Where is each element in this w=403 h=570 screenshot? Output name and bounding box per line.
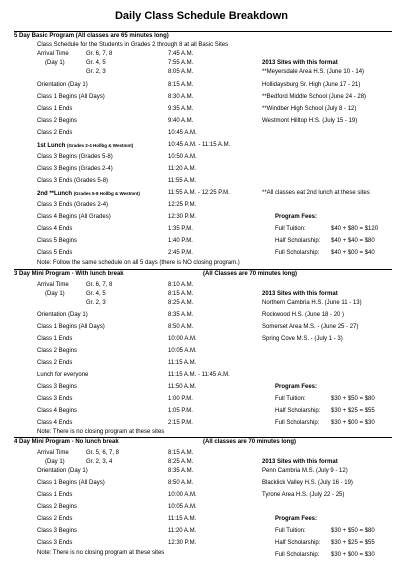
schedule-row-time: 10:50 A.M. — [168, 154, 197, 160]
sites-title: 2013 Sites with this format — [262, 459, 338, 465]
schedule-row-time: 8:35 A.M. — [168, 468, 194, 474]
sites-title: 2013 Sites with this format — [262, 60, 338, 66]
schedule-row-time: 1:35 P.M. — [168, 226, 193, 232]
fee-label: Full Tuition: — [275, 396, 306, 402]
schedule-row-time: 11:20 A.M. — [168, 166, 197, 172]
fee-value: $30 + $25 = $55 — [331, 408, 375, 414]
first-lunch-time: 10:45 A.M. - 11:15 A.M. — [168, 142, 231, 148]
schedule-row-time: 8:35 A.M. — [168, 312, 194, 318]
schedule-row-label: Class 4 Begins — [37, 408, 78, 414]
arrival-grade: Gr. 6, 7, 8 — [86, 51, 113, 57]
arrival-time: 8:15 A.M. — [168, 291, 194, 297]
schedule-row-time: 12:25 P.M. — [168, 202, 197, 208]
schedule-note: Note: There is no closing program at these sites — [37, 429, 165, 435]
fee-value: $30 + $50 = $80 — [331, 528, 375, 534]
schedule-row-label: Orientation (Day 1) — [37, 312, 88, 318]
schedule-row-time: 1:40 P.M. — [168, 238, 193, 244]
fee-label: Half Scholarship: — [275, 408, 321, 414]
site-item: **Meyersdale Area H.S. (June 10 - 14) — [262, 69, 365, 75]
arrival-grade: Gr. 4, 5 — [86, 291, 106, 297]
schedule-row-label: Class 1 Ends — [37, 492, 73, 498]
schedule-row-label: Class 3 Ends — [37, 540, 73, 546]
site-item: Rockwood H.S. (June 18 - 20 ) — [262, 312, 345, 318]
fees-title: Program Fees: — [275, 214, 318, 220]
schedule-row-time: 8:50 A.M. — [168, 480, 194, 486]
second-lunch-time: 11:55 A.M. - 12:25 P.M. — [168, 190, 230, 196]
site-item: Somerset Area M.S. - (June 25 - 27) — [262, 324, 359, 330]
arrival-time: 7:45 A.M. — [168, 51, 194, 57]
arrival-time: 8:10 A.M. — [168, 282, 194, 288]
schedule-row-label: Class 4 Begins (All Grades) — [37, 214, 111, 220]
arrival-grade: Gr. 2, 3 — [86, 69, 106, 75]
site-item: Hollidaysburg Sr. High (June 17 - 21) — [262, 82, 361, 88]
fee-value: $40 + $40 = $80 — [331, 238, 375, 244]
arrival-grade: Gr. 5, 6, 7, 8 — [86, 450, 120, 456]
site-item: Westmont Hilltop H.S. (July 15 - 19) — [262, 118, 358, 124]
schedule-row-time: 10:00 A.M. — [168, 492, 197, 498]
site-item: Northern Cambria H.S. (June 11 - 13) — [262, 300, 362, 306]
schedule-row-time: 11:15 A.M. — [168, 360, 197, 366]
section-header-right: (All Classes are 70 minutes long) — [203, 271, 298, 277]
schedule-row-label: Class 1 Begins (All Days) — [37, 480, 105, 486]
sites-title: 2013 Sites with this format — [262, 291, 338, 297]
arrival-grade: Gr. 4, 5 — [86, 60, 106, 66]
fee-label: Full Scholarship: — [275, 250, 320, 256]
second-lunch-word: **Lunch — [47, 191, 73, 197]
arrival-time: 8:25 A.M. — [168, 300, 194, 306]
schedule-row-label: Class 2 Begins — [37, 504, 78, 510]
section-divider — [14, 437, 392, 438]
arrival-label: Arrival Time — [37, 51, 69, 57]
section-divider — [14, 269, 392, 270]
schedule-row-label: Orientation (Day 1) — [37, 82, 88, 88]
arrival-grade: Gr. 2, 3 — [86, 300, 106, 306]
fee-value: $30 + $25 = $55 — [331, 540, 375, 546]
schedule-row-time: 10:05 A.M. — [168, 348, 197, 354]
schedule-row-label: Class 3 Begins (Grades 5-8) — [37, 154, 113, 160]
schedule-row-time: 9:35 A.M. — [168, 106, 194, 112]
schedule-row-time: 8:30 A.M. — [168, 94, 194, 100]
schedule-row-time: 1:05 P.M. — [168, 408, 193, 414]
schedule-row-label: Class 5 Begins — [37, 238, 78, 244]
fees-title: Program Fees: — [275, 384, 318, 390]
second-lunch-side-note: **All classes eat 2nd lunch at these sites — [262, 190, 370, 196]
site-item: Blacklick Valley H.S. (July 16 - 19) — [262, 480, 353, 486]
arrival-label: Arrival Time — [37, 282, 69, 288]
schedule-row-time: 11:50 A.M. — [168, 384, 197, 390]
schedule-row-label: Class 3 Begins — [37, 384, 78, 390]
second-lunch-note: (Grades 5-8 Hollbg & Westmnt) — [73, 191, 140, 196]
schedule-row-time: 11:20 A.M. — [168, 528, 197, 534]
schedule-row-label: Class 2 Begins — [37, 118, 78, 124]
arrival-time: 8:25 A.M. — [168, 459, 194, 465]
arrival-grade: Gr. 2, 3, 4 — [86, 459, 113, 465]
fee-label: Full Tuition: — [275, 528, 306, 534]
schedule-row-label: Class 2 Ends — [37, 130, 73, 136]
schedule-row-label: Class 2 Begins — [37, 348, 78, 354]
arrival-time: 7:55 A.M. — [168, 60, 194, 66]
schedule-row-time: 12:30 P.M. — [168, 214, 197, 220]
schedule-row-time: 12:30 P.M. — [168, 540, 197, 546]
section-header-5-day: 5 Day Basic Program (All classes are 65 minutes long) — [14, 33, 169, 39]
schedule-row-label: Class 1 Begins (All Days) — [37, 324, 105, 330]
first-lunch-row — [37, 142, 133, 150]
fee-value: $30 + $00 = $30 — [331, 552, 375, 558]
second-lunch-row — [37, 190, 140, 198]
day-label: (Day 1) — [45, 291, 65, 297]
schedule-note: Note: There is no closing program at these sites — [37, 550, 165, 556]
section-header-right: (All classes are 70 minutes long) — [203, 439, 297, 445]
schedule-row-label: Class 4 Ends — [37, 420, 73, 426]
site-item: Penn Cambria M.S. (July 9 - 12) — [262, 468, 348, 474]
schedule-note: Note: Follow the same schedule on all 5 days (there is NO closing program.) — [37, 260, 240, 266]
schedule-row-label: Class 3 Ends — [37, 396, 73, 402]
schedule-row-label: Class 1 Ends — [37, 336, 73, 342]
first-lunch-label: 1st Lunch — [37, 143, 66, 149]
page-title: Daily Class Schedule Breakdown — [114, 10, 288, 22]
schedule-row-time: 10:05 A.M. — [168, 504, 197, 510]
schedule-row-time: 9:40 A.M. — [168, 118, 194, 124]
schedule-row-label: Class 3 Begins (Grades 2-4) — [37, 166, 113, 172]
fee-value: $30 + $00 = $30 — [331, 420, 375, 426]
section-header-4-day: 4 Day Mini Program - No lunch break — [14, 439, 119, 445]
section-header-3-day: 3 Day Mini Program - With lunch break — [14, 271, 124, 277]
site-item: Spring Cove M.S. - (July 1 - 3) — [262, 336, 343, 342]
fee-label: Half Scholarship: — [275, 540, 321, 546]
schedule-row-time: 2:15 P.M. — [168, 420, 193, 426]
schedule-row-label: Lunch for everyone — [37, 372, 89, 378]
schedule-row-time: 1:00 P.M. — [168, 396, 193, 402]
arrival-grade: Gr. 6, 7, 8 — [86, 282, 113, 288]
fee-value: $40 + $80 = $120 — [331, 226, 379, 232]
schedule-row-time: 2:45 P.M. — [168, 250, 193, 256]
arrival-time: 8:15 A.M. — [168, 450, 194, 456]
schedule-row-label: Class 3 Ends (Grades 2-4) — [37, 202, 109, 208]
second-lunch-label: 2nd — [37, 191, 48, 197]
arrival-label: Arrival Time — [37, 450, 69, 456]
day-label: (Day 1) — [45, 60, 65, 66]
schedule-row-time: 8:15 A.M. — [168, 82, 194, 88]
schedule-row-label: Class 3 Begins — [37, 528, 78, 534]
fee-label: Half Scholarship: — [275, 238, 321, 244]
schedule-row-label: Orientation (Day 1) — [37, 468, 88, 474]
schedule-row-label: Class 3 Ends (Grades 5-8) — [37, 178, 109, 184]
section-divider — [14, 31, 392, 32]
schedule-row-time: 11:15 A.M. — [168, 516, 197, 522]
fees-title: Program Fees: — [275, 516, 318, 522]
fee-label: Full Tuition: — [275, 226, 306, 232]
site-item: Tyrone Area H.S. (July 22 - 25) — [262, 492, 345, 498]
first-lunch-note: (Grades 2-4 Hollbg & Westmnt) — [67, 143, 134, 148]
schedule-row-label: Class 1 Ends — [37, 106, 73, 112]
fee-label: Full Scholarship: — [275, 552, 320, 558]
schedule-row-time: 10:45 A.M. — [168, 130, 197, 136]
site-item: **Windber High School (July 8 - 12) — [262, 106, 357, 112]
schedule-row-time: 10:00 A.M. — [168, 336, 197, 342]
fee-value: $40 + $00 = $40 — [331, 250, 375, 256]
day-label: (Day 1) — [45, 459, 65, 465]
schedule-row-label: Class 5 Ends — [37, 250, 73, 256]
schedule-intro: Class Schedule for the Students in Grades 2 through 8 at all Basic Sites — [37, 42, 229, 48]
schedule-row-label: Class 2 Ends — [37, 360, 73, 366]
schedule-row-label: Class 2 Ends — [37, 516, 73, 522]
fee-value: $30 + $50 = $80 — [331, 396, 375, 402]
schedule-row-label: Class 1 Begins (All Days) — [37, 94, 105, 100]
schedule-row-time: 8:50 A.M. — [168, 324, 194, 330]
fee-label: Full Scholarship: — [275, 420, 320, 426]
schedule-row-time: 11:55 A.M. — [168, 178, 197, 184]
schedule-row-label: Class 4 Ends — [37, 226, 73, 232]
schedule-row-time: 11:15 A.M. - 11:45 A.M. — [168, 372, 230, 378]
arrival-time: 8:05 A.M. — [168, 69, 194, 75]
site-item: **Bedford Middle School (June 24 - 28) — [262, 94, 367, 100]
